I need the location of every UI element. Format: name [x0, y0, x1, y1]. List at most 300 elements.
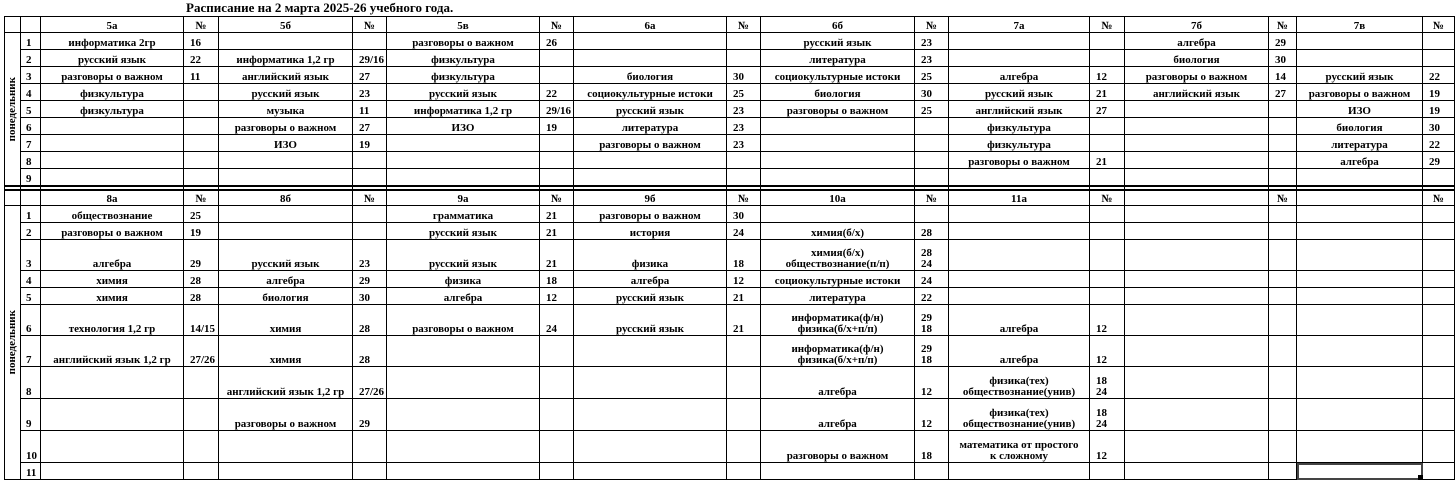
subject-cell[interactable]: физкультура [387, 67, 540, 84]
room-cell[interactable] [184, 463, 219, 480]
subject-cell[interactable] [1125, 271, 1269, 288]
room-cell[interactable] [915, 305, 949, 336]
class-header[interactable]: 7б [1125, 17, 1269, 33]
class-header[interactable]: 8б [219, 190, 353, 206]
room-cell[interactable]: 21 [727, 288, 761, 305]
room-cell[interactable] [915, 240, 949, 271]
subject-cell[interactable]: русский язык [387, 240, 540, 271]
room-cell[interactable]: 27 [1090, 101, 1125, 118]
subject-cell[interactable] [1125, 240, 1269, 271]
subject-cell[interactable] [219, 463, 353, 480]
room-cell[interactable] [1269, 206, 1297, 223]
room-cell[interactable]: 14 [1269, 67, 1297, 84]
num-header[interactable]: № [353, 17, 387, 33]
class-header[interactable]: 5б [219, 17, 353, 33]
room-cell[interactable] [1090, 169, 1125, 186]
subject-cell[interactable]: разговоры о важном [949, 152, 1090, 169]
subject-cell[interactable] [949, 33, 1090, 50]
corner-cell[interactable] [5, 190, 21, 206]
subject-cell[interactable]: физкультура [41, 84, 184, 101]
room-cell[interactable] [1423, 399, 1455, 431]
subject-cell[interactable]: история [574, 223, 727, 240]
subject-cell[interactable] [219, 206, 353, 223]
subject-cell[interactable]: музыка [219, 101, 353, 118]
room-cell[interactable] [915, 152, 949, 169]
subject-cell[interactable] [387, 135, 540, 152]
subject-cell[interactable] [41, 463, 184, 480]
subject-cell[interactable] [949, 50, 1090, 67]
room-cell[interactable] [1423, 463, 1455, 480]
room-cell[interactable] [1269, 431, 1297, 463]
subject-cell[interactable] [949, 463, 1090, 480]
lesson-number[interactable]: 5 [21, 101, 41, 118]
subject-cell[interactable]: физика [387, 271, 540, 288]
room-cell[interactable]: 27 [353, 118, 387, 135]
room-cell[interactable] [1423, 169, 1455, 186]
subject-cell[interactable]: биология [1125, 50, 1269, 67]
room-cell[interactable] [1423, 240, 1455, 271]
room-cell[interactable]: 12 [727, 271, 761, 288]
subject-cell[interactable]: разговоры о важном [761, 431, 915, 463]
num-header[interactable]: № [1269, 17, 1297, 33]
subject-cell[interactable]: социокультурные истоки [761, 271, 915, 288]
subject-cell[interactable]: разговоры о важном [1125, 67, 1269, 84]
subject-cell[interactable] [1125, 336, 1269, 367]
room-cell[interactable] [184, 152, 219, 169]
room-cell[interactable]: 30 [915, 84, 949, 101]
subject-cell[interactable] [761, 169, 915, 186]
room-cell[interactable] [1090, 463, 1125, 480]
subject-cell[interactable] [1297, 33, 1423, 50]
num-header[interactable]: № [727, 17, 761, 33]
subject-cell[interactable] [574, 463, 727, 480]
subject-cell[interactable]: разговоры о важном [1297, 84, 1423, 101]
subject-cell[interactable] [1125, 399, 1269, 431]
room-cell[interactable] [353, 223, 387, 240]
subject-cell[interactable] [387, 152, 540, 169]
subject-cell[interactable]: физкультура [949, 118, 1090, 135]
room-cell[interactable] [915, 169, 949, 186]
subject-cell[interactable] [1297, 367, 1423, 399]
subject-cell[interactable] [761, 305, 915, 336]
room-cell[interactable]: 30 [727, 206, 761, 223]
subject-cell[interactable]: разговоры о важном [219, 118, 353, 135]
subject-cell[interactable]: разговоры о важном [387, 33, 540, 50]
subject-cell[interactable] [949, 240, 1090, 271]
room-cell[interactable]: 27 [353, 67, 387, 84]
room-cell[interactable]: 25 [727, 84, 761, 101]
subject-cell[interactable]: алгебра [949, 305, 1090, 336]
class-header[interactable] [1125, 190, 1269, 206]
lesson-number[interactable]: 3 [21, 240, 41, 271]
room-cell[interactable] [540, 336, 574, 367]
subject-cell[interactable]: ИЗО [387, 118, 540, 135]
room-cell[interactable] [727, 152, 761, 169]
room-cell[interactable]: 23 [353, 240, 387, 271]
class-header[interactable]: 6а [574, 17, 727, 33]
room-cell[interactable] [915, 463, 949, 480]
subject-cell[interactable]: алгебра [949, 336, 1090, 367]
room-cell[interactable]: 22 [1423, 67, 1455, 84]
subject-cell[interactable]: социокультурные истоки [761, 67, 915, 84]
subject-cell[interactable] [1125, 135, 1269, 152]
room-cell[interactable] [353, 169, 387, 186]
subject-cell[interactable] [949, 206, 1090, 223]
lesson-number[interactable]: 9 [21, 169, 41, 186]
lesson-number[interactable]: 1 [21, 206, 41, 223]
room-cell[interactable] [915, 336, 949, 367]
room-cell[interactable] [1269, 101, 1297, 118]
room-cell[interactable]: 28 [184, 271, 219, 288]
room-cell[interactable]: 29 [184, 240, 219, 271]
room-cell[interactable] [1269, 240, 1297, 271]
room-cell[interactable] [727, 336, 761, 367]
subject-cell[interactable]: алгебра [41, 240, 184, 271]
room-cell[interactable]: 12 [915, 367, 949, 399]
subject-cell[interactable]: английский язык [1125, 84, 1269, 101]
class-header[interactable]: 10а [761, 190, 915, 206]
room-cell[interactable]: 24 [915, 271, 949, 288]
room-cell[interactable] [540, 169, 574, 186]
subject-cell[interactable]: английский язык 1,2 гр [41, 336, 184, 367]
subject-cell[interactable]: грамматика [387, 206, 540, 223]
room-cell[interactable]: 19 [1423, 84, 1455, 101]
room-cell[interactable] [540, 135, 574, 152]
room-cell[interactable] [1269, 271, 1297, 288]
subject-cell[interactable]: информатика 1,2 гр [219, 50, 353, 67]
room-cell[interactable] [540, 50, 574, 67]
subject-cell[interactable] [949, 223, 1090, 240]
room-cell[interactable]: 18 [727, 240, 761, 271]
subject-cell[interactable] [1297, 288, 1423, 305]
room-cell[interactable]: 29/16 [540, 101, 574, 118]
subject-cell[interactable] [1125, 169, 1269, 186]
subject-cell[interactable] [1297, 240, 1423, 271]
subject-cell[interactable] [219, 33, 353, 50]
subject-cell[interactable]: разговоры о важном [761, 101, 915, 118]
num-header[interactable]: № [184, 190, 219, 206]
subject-cell[interactable]: разговоры о важном [219, 399, 353, 431]
subject-cell[interactable] [949, 288, 1090, 305]
subject-cell[interactable]: разговоры о важном [41, 67, 184, 84]
subject-cell[interactable]: русский язык [41, 50, 184, 67]
corner-cell[interactable] [5, 17, 21, 33]
room-cell[interactable]: 12 [1090, 431, 1125, 463]
subject-cell[interactable] [761, 240, 915, 271]
corner-cell[interactable] [21, 17, 41, 33]
subject-cell[interactable]: алгебра [949, 67, 1090, 84]
room-cell[interactable] [184, 399, 219, 431]
subject-cell[interactable]: биология [761, 84, 915, 101]
room-cell[interactable]: 27/26 [353, 367, 387, 399]
room-cell[interactable]: 19 [353, 135, 387, 152]
room-cell[interactable] [1423, 367, 1455, 399]
room-cell[interactable] [1090, 399, 1125, 431]
room-cell[interactable] [1090, 367, 1125, 399]
subject-cell[interactable] [41, 135, 184, 152]
subject-cell[interactable] [1297, 169, 1423, 186]
subject-cell[interactable] [1297, 271, 1423, 288]
subject-cell[interactable] [1297, 336, 1423, 367]
subject-cell[interactable]: физкультура [387, 50, 540, 67]
room-cell[interactable]: 23 [727, 118, 761, 135]
num-header[interactable]: № [540, 17, 574, 33]
subject-cell[interactable]: ИЗО [1297, 101, 1423, 118]
subject-cell[interactable] [574, 336, 727, 367]
subject-cell[interactable]: биология [574, 67, 727, 84]
room-cell[interactable] [540, 431, 574, 463]
room-cell[interactable] [540, 152, 574, 169]
num-header[interactable]: № [1090, 190, 1125, 206]
room-cell[interactable]: 26 [540, 33, 574, 50]
room-cell[interactable] [1423, 223, 1455, 240]
room-cell[interactable]: 22 [915, 288, 949, 305]
num-header[interactable]: № [1269, 190, 1297, 206]
lesson-number[interactable]: 2 [21, 223, 41, 240]
subject-cell[interactable]: физика [574, 240, 727, 271]
num-header[interactable]: № [353, 190, 387, 206]
room-cell[interactable]: 21 [1090, 84, 1125, 101]
room-cell[interactable] [727, 463, 761, 480]
subject-cell[interactable]: разговоры о важном [574, 206, 727, 223]
room-cell[interactable] [184, 118, 219, 135]
room-cell[interactable] [540, 463, 574, 480]
subject-cell[interactable]: английский язык [949, 101, 1090, 118]
room-cell[interactable] [1269, 152, 1297, 169]
room-cell[interactable] [1269, 305, 1297, 336]
room-cell[interactable] [727, 169, 761, 186]
corner-cell[interactable] [21, 190, 41, 206]
room-cell[interactable]: 25 [184, 206, 219, 223]
subject-cell[interactable] [949, 399, 1090, 431]
room-cell[interactable] [540, 399, 574, 431]
class-header[interactable]: 8а [41, 190, 184, 206]
subject-cell[interactable] [1297, 431, 1423, 463]
subject-cell[interactable]: русский язык [1297, 67, 1423, 84]
room-cell[interactable] [1090, 223, 1125, 240]
subject-cell[interactable] [219, 152, 353, 169]
fill-handle[interactable] [1418, 475, 1423, 480]
room-cell[interactable] [1423, 206, 1455, 223]
room-cell[interactable] [184, 431, 219, 463]
subject-cell[interactable] [949, 169, 1090, 186]
class-header[interactable]: 7а [949, 17, 1090, 33]
subject-cell[interactable]: биология [1297, 118, 1423, 135]
room-cell[interactable] [353, 431, 387, 463]
num-header[interactable]: № [184, 17, 219, 33]
room-cell[interactable]: 29/16 [353, 50, 387, 67]
subject-cell[interactable] [761, 336, 915, 367]
room-cell[interactable] [1269, 223, 1297, 240]
room-cell[interactable] [184, 367, 219, 399]
subject-cell[interactable]: литература [761, 288, 915, 305]
room-cell[interactable]: 29 [1423, 152, 1455, 169]
room-cell[interactable] [727, 399, 761, 431]
subject-cell[interactable] [574, 33, 727, 50]
class-header[interactable] [1297, 190, 1423, 206]
room-cell[interactable]: 23 [353, 84, 387, 101]
subject-cell[interactable] [1125, 431, 1269, 463]
room-cell[interactable]: 22 [184, 50, 219, 67]
subject-cell[interactable] [387, 367, 540, 399]
room-cell[interactable] [184, 84, 219, 101]
subject-cell[interactable]: социокультурные истоки [574, 84, 727, 101]
subject-cell[interactable] [761, 206, 915, 223]
subject-cell[interactable] [387, 336, 540, 367]
room-cell[interactable] [1423, 288, 1455, 305]
subject-cell[interactable] [41, 169, 184, 186]
room-cell[interactable]: 29 [1269, 33, 1297, 50]
room-cell[interactable]: 21 [540, 223, 574, 240]
room-cell[interactable] [353, 33, 387, 50]
lesson-number[interactable]: 6 [21, 305, 41, 336]
subject-cell[interactable] [219, 169, 353, 186]
subject-cell[interactable]: ИЗО [219, 135, 353, 152]
subject-cell[interactable]: алгебра [1125, 33, 1269, 50]
room-cell[interactable] [1423, 431, 1455, 463]
selected-cell[interactable] [1297, 463, 1423, 480]
subject-cell[interactable] [41, 399, 184, 431]
room-cell[interactable]: 28 [915, 223, 949, 240]
room-cell[interactable] [1269, 367, 1297, 399]
subject-cell[interactable]: физкультура [41, 101, 184, 118]
room-cell[interactable] [540, 67, 574, 84]
lesson-number[interactable]: 9 [21, 399, 41, 431]
room-cell[interactable]: 28 [353, 336, 387, 367]
room-cell[interactable] [353, 463, 387, 480]
subject-cell[interactable]: химия [219, 336, 353, 367]
subject-cell[interactable]: разговоры о важном [41, 223, 184, 240]
subject-cell[interactable] [1297, 399, 1423, 431]
room-cell[interactable]: 30 [1423, 118, 1455, 135]
room-cell[interactable]: 28 [353, 305, 387, 336]
subject-cell[interactable]: русский язык [219, 84, 353, 101]
room-cell[interactable]: 23 [915, 50, 949, 67]
room-cell[interactable] [1090, 135, 1125, 152]
room-cell[interactable]: 24 [727, 223, 761, 240]
subject-cell[interactable]: алгебра [574, 271, 727, 288]
subject-cell[interactable] [1125, 463, 1269, 480]
room-cell[interactable]: 12 [915, 399, 949, 431]
room-cell[interactable]: 25 [915, 101, 949, 118]
subject-cell[interactable]: биология [219, 288, 353, 305]
room-cell[interactable]: 30 [727, 67, 761, 84]
subject-cell[interactable]: русский язык [574, 305, 727, 336]
subject-cell[interactable] [1297, 206, 1423, 223]
room-cell[interactable] [1090, 288, 1125, 305]
subject-cell[interactable]: информатика 1,2 гр [387, 101, 540, 118]
subject-cell[interactable] [387, 169, 540, 186]
room-cell[interactable]: 19 [1423, 101, 1455, 118]
subject-cell[interactable] [574, 399, 727, 431]
room-cell[interactable] [353, 206, 387, 223]
subject-cell[interactable] [387, 431, 540, 463]
subject-cell[interactable]: химия [41, 288, 184, 305]
class-header[interactable]: 9б [574, 190, 727, 206]
subject-cell[interactable]: литература [574, 118, 727, 135]
subject-cell[interactable]: русский язык [949, 84, 1090, 101]
subject-cell[interactable] [41, 367, 184, 399]
room-cell[interactable]: 28 [184, 288, 219, 305]
room-cell[interactable] [727, 367, 761, 399]
subject-cell[interactable] [1297, 50, 1423, 67]
room-cell[interactable] [1423, 50, 1455, 67]
subject-cell[interactable] [761, 135, 915, 152]
subject-cell[interactable]: алгебра [1297, 152, 1423, 169]
subject-cell[interactable]: русский язык [387, 223, 540, 240]
subject-cell[interactable] [1297, 305, 1423, 336]
subject-cell[interactable]: химия [219, 305, 353, 336]
subject-cell[interactable] [1125, 118, 1269, 135]
room-cell[interactable]: 18 [915, 431, 949, 463]
room-cell[interactable]: 30 [353, 288, 387, 305]
subject-cell[interactable]: технология 1,2 гр [41, 305, 184, 336]
subject-cell[interactable] [1125, 223, 1269, 240]
room-cell[interactable] [1423, 336, 1455, 367]
subject-cell[interactable]: литература [761, 50, 915, 67]
lesson-number[interactable]: 7 [21, 336, 41, 367]
room-cell[interactable] [1090, 206, 1125, 223]
subject-cell[interactable]: химия [41, 271, 184, 288]
lesson-number[interactable]: 8 [21, 152, 41, 169]
num-header[interactable]: № [727, 190, 761, 206]
subject-cell[interactable] [574, 431, 727, 463]
num-header[interactable]: № [540, 190, 574, 206]
lesson-number[interactable]: 2 [21, 50, 41, 67]
room-cell[interactable]: 21 [540, 206, 574, 223]
room-cell[interactable]: 16 [184, 33, 219, 50]
lesson-number[interactable]: 1 [21, 33, 41, 50]
room-cell[interactable]: 18 [540, 271, 574, 288]
subject-cell[interactable] [574, 50, 727, 67]
room-cell[interactable] [184, 101, 219, 118]
num-header[interactable]: № [1090, 17, 1125, 33]
subject-cell[interactable]: русский язык [387, 84, 540, 101]
subject-cell[interactable] [41, 152, 184, 169]
subject-cell[interactable] [761, 118, 915, 135]
room-cell[interactable]: 25 [915, 67, 949, 84]
room-cell[interactable] [1090, 118, 1125, 135]
subject-cell[interactable]: алгебра [761, 367, 915, 399]
room-cell[interactable]: 24 [540, 305, 574, 336]
subject-cell[interactable]: обществознание [41, 206, 184, 223]
room-cell[interactable] [915, 118, 949, 135]
lesson-number[interactable]: 7 [21, 135, 41, 152]
room-cell[interactable]: 22 [540, 84, 574, 101]
lesson-number[interactable]: 3 [21, 67, 41, 84]
subject-cell[interactable]: алгебра [761, 399, 915, 431]
room-cell[interactable]: 27 [1269, 84, 1297, 101]
subject-cell[interactable]: разговоры о важном [387, 305, 540, 336]
room-cell[interactable] [184, 169, 219, 186]
room-cell[interactable]: 29 [353, 399, 387, 431]
subject-cell[interactable] [1297, 223, 1423, 240]
room-cell[interactable] [915, 206, 949, 223]
room-cell[interactable]: 19 [540, 118, 574, 135]
subject-cell[interactable]: русский язык [761, 33, 915, 50]
room-cell[interactable] [727, 50, 761, 67]
subject-cell[interactable]: химия(б/х) [761, 223, 915, 240]
subject-cell[interactable] [41, 431, 184, 463]
subject-cell[interactable] [1125, 305, 1269, 336]
room-cell[interactable] [727, 431, 761, 463]
lesson-number[interactable]: 4 [21, 271, 41, 288]
room-cell[interactable]: 23 [727, 135, 761, 152]
room-cell[interactable] [1269, 135, 1297, 152]
room-cell[interactable]: 21 [1090, 152, 1125, 169]
room-cell[interactable]: 23 [727, 101, 761, 118]
room-cell[interactable]: 29 [353, 271, 387, 288]
